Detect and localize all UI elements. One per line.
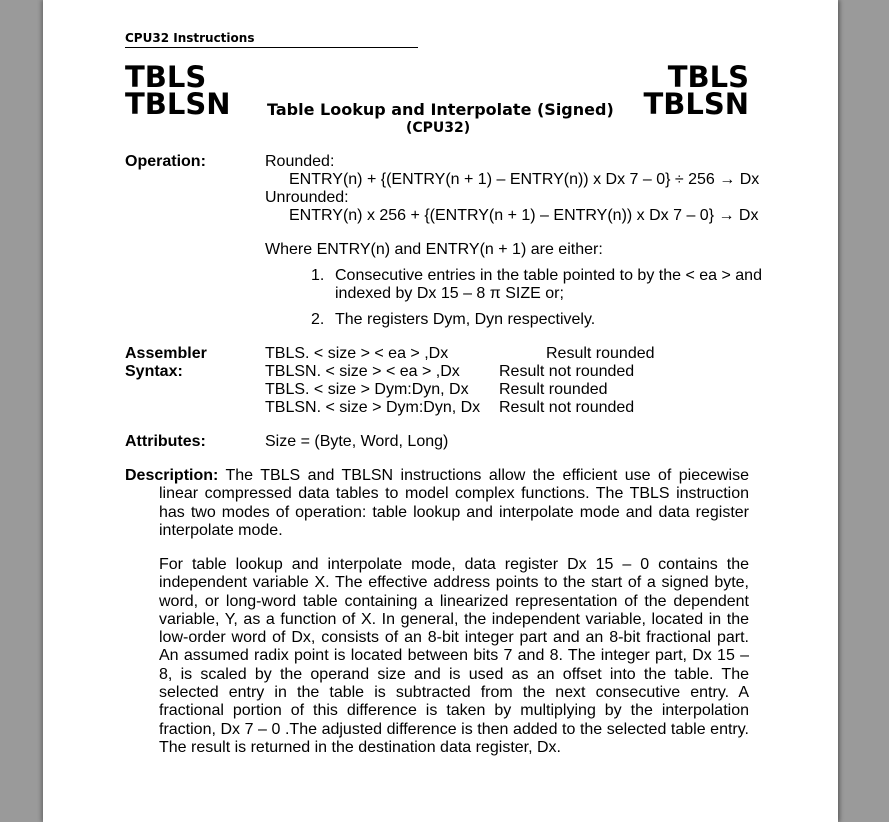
mnemonic-right [643,60,749,121]
page-title: Table Lookup and Interpolate (Signed) [267,100,614,119]
mnemonic-left-line2: TBLSN [125,87,231,121]
assembler-label: Assembler [125,345,207,362]
syntax-row: TBLSN. < size > Dym:Dyn, Dx [265,399,481,416]
list-item-text: The registers Dym, Dyn respectively. [335,311,596,328]
document-page [43,0,838,822]
syntax-result: Result not rounded [499,399,635,416]
list-item-text: indexed by Dx 15 – 8 π SIZE or; [335,285,564,302]
list-item-number: 1. [311,267,325,284]
syntax-result: Result rounded [499,381,608,398]
list-item-number: 2. [311,311,325,328]
syntax-result: Result rounded [546,345,655,362]
rounded-label: Rounded: [265,153,335,170]
description-paragraph-1 [125,467,749,540]
mnemonic-right-line1: TBLS [667,60,749,94]
unrounded-expression: ENTRY(n) x 256 + {(ENTRY(n + 1) – ENTRY(n)) x Dx 7 – 0} → Dx [289,207,759,224]
syntax-row: TBLSN. < size > < ea > ,Dx [265,363,460,380]
syntax-row: TBLS. < size > < ea > ,Dx [265,345,449,362]
syntax-row: TBLS. < size > Dym:Dyn, Dx [265,381,469,398]
syntax-label: Syntax: [125,363,183,380]
list-item-text: Consecutive entries in the table pointed to by the < ea > and [335,267,762,284]
mnemonic-right-line2: TBLSN [643,87,749,121]
page-subtitle: (CPU32) [406,120,471,136]
description-text-1: The TBLS and TBLSN instructions allow the efficient use of piecewise linear compressed data tables to model complex functions. The TBLS instruction has two modes of operation: table lookup and interpolate mode and data register interpolate mode. [159,467,750,539]
syntax-result: Result not rounded [499,363,635,380]
mnemonic-left-line1: TBLS [125,60,207,94]
attributes-value: Size = (Byte, Word, Long) [265,433,449,450]
operation-label: Operation: [125,153,206,170]
description-paragraph-2: For table lookup and interpolate mode, data register Dx 15 – 0 contains the independent variable X. The effective address points to the start of a signed byte, word, or long-word table containing a linearized representation of the dependent variable, Y, as a function of X. In general, the independent variable, located in the low-order word of Dx, consists of an 8-bit integer part and an 8-bit fractional part. An assumed radix point is located between bits 7 and 8. The integer part, Dx 15 – 8, is scaled by the operand size and is used as an offset into the table. The selected entry in the table is subtracted from the next consecutive entry. A fractional portion of this difference is taken by multiplying by the interpolation fraction, Dx 7 – 0 .The adjusted difference is then added to the selected table entry. The result is returned in the destination data register, Dx. [159,556,749,756]
attributes-label: Attributes: [125,433,206,450]
description-label: Description: [125,467,219,484]
where-text: Where ENTRY(n) and ENTRY(n + 1) are either: [265,241,603,258]
rounded-expression: ENTRY(n) + {(ENTRY(n + 1) – ENTRY(n)) x Dx 7 – 0} ÷ 256 → Dx [289,171,760,188]
section-header: CPU32 Instructions [125,31,418,48]
mnemonic-left [125,60,231,121]
unrounded-label: Unrounded: [265,189,349,206]
